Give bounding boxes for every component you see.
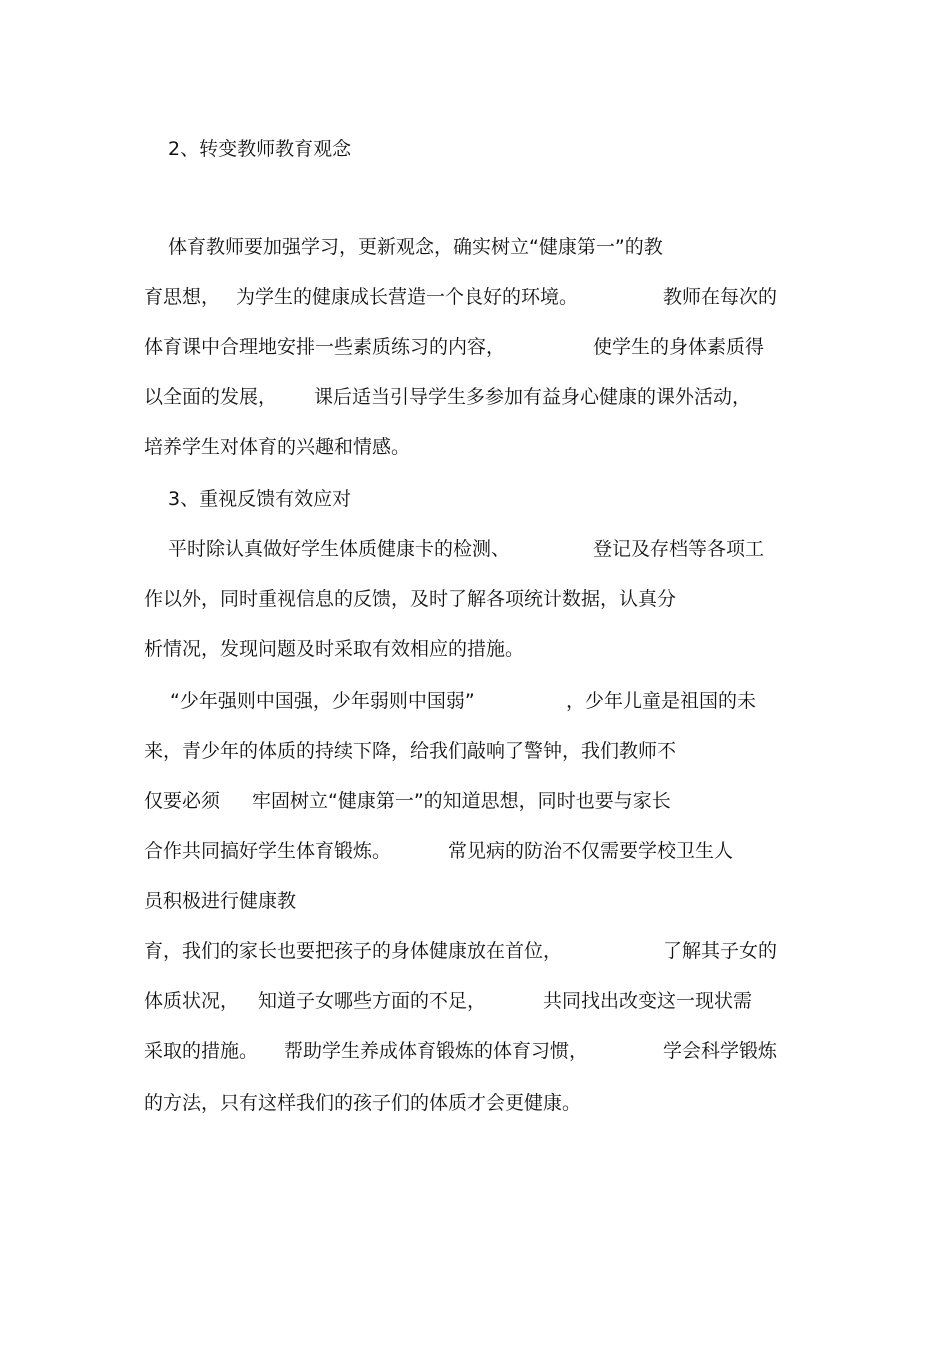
text-segment: 了解其子女的 [663,940,778,962]
text-segment: 作以外，同时重视信息的反馈，及时了解各项统计数据，认真分 [144,588,677,610]
text-segment: 体质状况， [144,990,240,1012]
text-segment: 为学生的健康成长营造一个良好的环境。 [236,286,579,308]
text-segment: 知道子女哪些方面的不足， [258,990,487,1012]
text-segment: 育，我们的家长也要把孩子的身体健康放在首位， [144,940,563,962]
text-segment: 以全面的发展， [144,386,278,408]
text-segment: 牢固树立“健康第一”的知道思想，同时也要与家长 [252,790,671,812]
text-segment: 共同找出改变这一现状需 [543,990,753,1012]
text-segment: 使学生的身体素质得 [593,336,765,358]
heading-text: 2、转变教师教育观念 [168,138,352,160]
text-segment: 员积极进行健康教 [144,890,297,912]
text-segment: 课后适当引导学生多参加有益身心健康的课外活动， [314,386,752,408]
text-segment: 常见病的防治不仅需要学校卫生人 [448,840,734,862]
heading-text: 3、重视反馈有效应对 [168,488,352,510]
text-segment: 学会科学锻炼 [663,1040,778,1062]
text-segment: 合作共同搞好学生体育锻炼。 [144,840,392,862]
text-segment: 帮助学生养成体育锻炼的体育习惯， [284,1040,589,1062]
text-segment: 育思想， [144,286,221,308]
text-segment: 的方法，只有这样我们的孩子们的体质才会更健康。 [144,1092,582,1114]
text-segment: 教师在每次的 [663,286,778,308]
text-segment: 析情况，发现问题及时采取有效相应的措施。 [144,638,525,660]
text-segment: 登记及存档等各项工 [593,538,765,560]
text-segment: “少年强则中国强，少年弱则中国弱” [170,690,475,712]
text-segment: 平时除认真做好学生体质健康卡的检测、 [168,538,511,560]
text-segment: 仅要必须 [144,790,221,812]
text-segment: 采取的措施。 [144,1040,259,1062]
text-segment: 体育教师要加强学习，更新观念，确实树立“健康第一”的教 [168,236,663,258]
text-segment: ，少年儿童是祖国的未 [566,690,757,712]
text-segment: 体育课中合理地安排一些素质练习的内容， [144,336,506,358]
text-segment: 培养学生对体育的兴趣和情感。 [144,436,411,458]
text-segment: 来，青少年的体质的持续下降，给我们敲响了警钟，我们教师不 [144,740,677,762]
